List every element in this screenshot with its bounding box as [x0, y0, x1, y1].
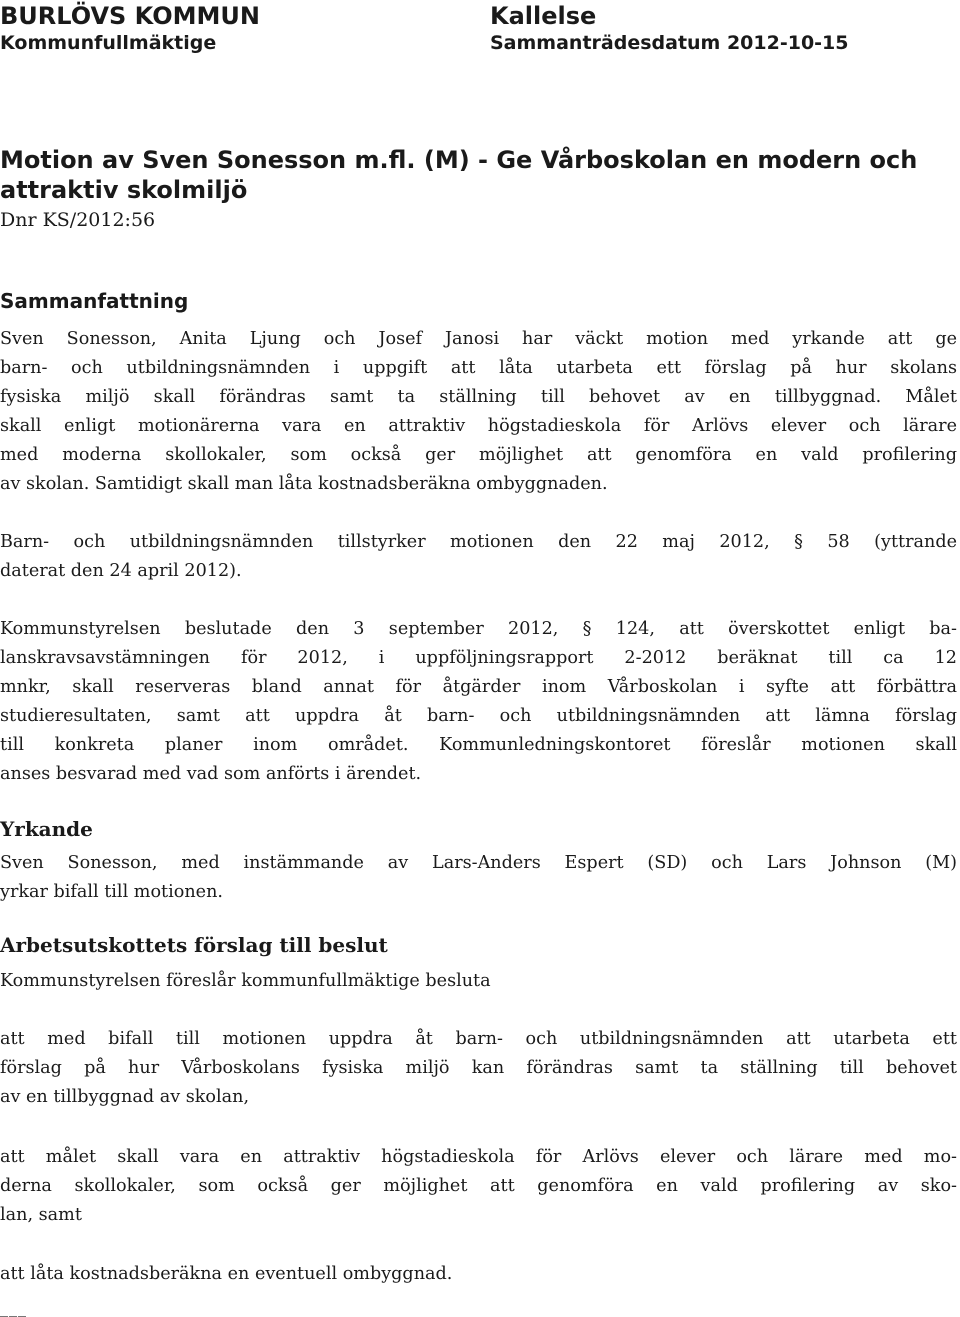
yrkande-paragraph [0, 849, 957, 907]
end-of-section-mark: ___ [0, 1298, 27, 1317]
proposal-intro [0, 967, 957, 996]
text-line: till konkreta planer inom området. Kommunledningskontoret föreslår motionen skall [0, 735, 957, 755]
text-line: Sven Sonesson, Anita Ljung och Josef Janosi har väckt motion med yrkande att ge [0, 329, 957, 349]
document-title: Motion av Sven Sonesson m.fl. (M) - Ge Vårboskolan en modern och attraktiv skolmiljö [0, 146, 918, 204]
text-line: skall enligt motionärerna vara en attraktiv högstadieskola för Arlövs elever och lärare [0, 416, 957, 436]
text-line: Kommunstyrelsen beslutade den 3 september 2012, § 124, att överskottet enligt ba- [0, 619, 957, 639]
registration-number: Dnr KS/2012:56 [0, 209, 156, 231]
att-clause-3 [0, 1260, 957, 1289]
text-line: fysiska miljö skall förändras samt ta ställning till behovet av en tillbyggnad. Målet [0, 387, 957, 407]
meeting-date: Sammanträdesdatum 2012-10-15 [490, 32, 849, 54]
text-line: yrkar bifall till motionen. [0, 882, 224, 902]
text-line: av skolan. Samtidigt skall man låta kostnadsberäkna ombyggnaden. [0, 474, 608, 494]
text-line: av en tillbyggnad av skolan, [0, 1087, 250, 1107]
text-line: Barn- och utbildningsnämnden tillstyrker motionen den 22 maj 2012, § 58 (yttrande [0, 532, 957, 552]
text-line: att målet skall vara en attraktiv högstadieskola för Arlövs elever och lärare med mo- [0, 1147, 957, 1167]
text-line: lanskravsavstämningen för 2012, i uppföljningsrapport 2-2012 beräknat till ca 12 [0, 648, 957, 668]
summary-paragraph-3 [0, 615, 957, 789]
summary-paragraph-2 [0, 528, 957, 586]
summary-heading: Sammanfattning [0, 289, 189, 313]
text-line: förslag på hur Vårboskolans fysiska miljö kan förändras samt ta ställning till behovet [0, 1058, 957, 1078]
text-line: med moderna skollokaler, som också ger möjlighet att genomföra en vald profilering [0, 445, 957, 465]
att-clause-2 [0, 1143, 957, 1230]
document-type: Kallelse [490, 2, 597, 30]
att-clause-1 [0, 1025, 957, 1112]
text-line: barn- och utbildningsnämnden i uppgift att låta utarbeta ett förslag på hur skolans [0, 358, 957, 378]
text-line: lan, samt [0, 1205, 82, 1225]
text-line: studieresultaten, samt att uppdra åt barn- och utbildningsnämnden att lämna förslag [0, 706, 957, 726]
text-line: daterat den 24 april 2012). [0, 561, 242, 581]
text-line: Kommunstyrelsen föreslår kommunfullmäktige besluta [0, 971, 491, 991]
organization-name: BURLÖVS KOMMUN [0, 2, 260, 30]
text-line: att låta kostnadsberäkna en eventuell ombyggnad. [0, 1264, 453, 1284]
text-line: mnkr, skall reserveras bland annat för åtgärder inom Vårboskolan i syfte att förbättra [0, 677, 957, 697]
governing-body: Kommunfullmäktige [0, 32, 217, 54]
text-line: att med bifall till motionen uppdra åt barn- och utbildningsnämnden att utarbeta ett [0, 1029, 957, 1049]
summary-paragraph-1 [0, 325, 957, 499]
proposal-heading: Arbetsutskottets förslag till beslut [0, 933, 388, 957]
text-line: anses besvarad med vad som anförts i ärendet. [0, 764, 422, 784]
text-line: Sven Sonesson, med instämmande av Lars-Anders Espert (SD) och Lars Johnson (M) [0, 853, 957, 873]
text-line: derna skollokaler, som också ger möjlighet att genomföra en vald profilering av sko- [0, 1176, 957, 1196]
yrkande-heading: Yrkande [0, 817, 93, 841]
